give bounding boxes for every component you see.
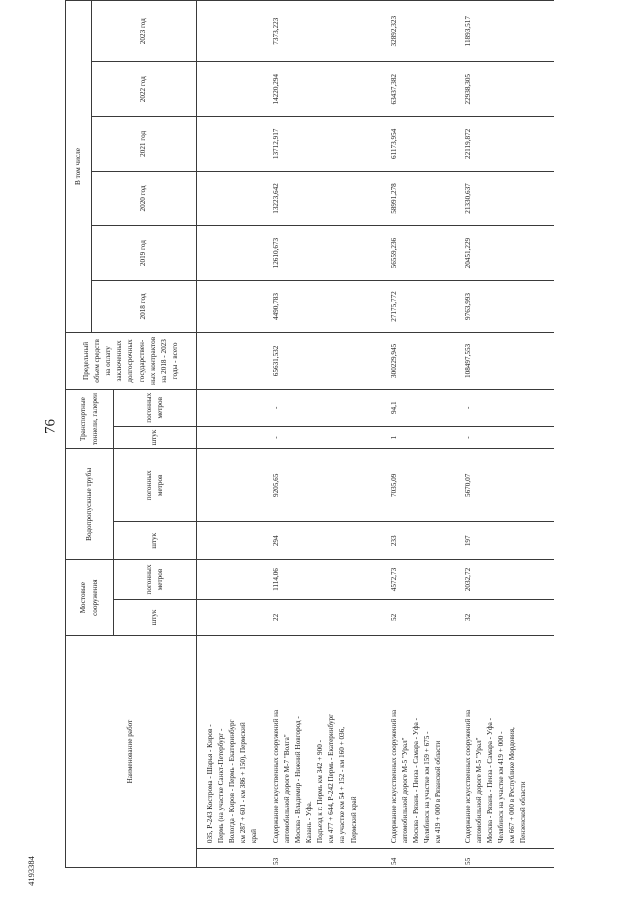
works-table [65, 0, 554, 868]
row-name: Содержание искусственных сооружений на автомобильной дороге М-5 "Урал" Москва - Рязань - Пенза - Самара - Уфа - Челябинск на участке км 159 + 675 - км 419 + 000 в Рязанской области [385, 636, 459, 849]
cell-2019: 20451,229 [459, 226, 554, 281]
cell-total: 108497,553 [459, 333, 554, 390]
row-name: Содержание искусственных сооружений на автомобильной дороге М-7 "Волга" Москва - Владимир - Нижний Новгород - Казань - Уфа. Подъезд к г. Пермь км 342 + 900 - км 477 + 644, Р-242 Пермь - Екатеринбург на участке км 54 + 152 - км 160 + 036, Пермский край [267, 636, 385, 849]
cell-bridges-m: 4572,73 [385, 560, 459, 599]
header-year: 2021 год [92, 117, 197, 172]
header-year: 2020 год [92, 171, 197, 226]
header-unit-lm: погонных метров [114, 449, 197, 522]
cell-2020: 58991,278 [385, 171, 459, 226]
cell-2018: 4490,783 [267, 280, 385, 332]
header-bridges: Мостовые сооружения [66, 560, 114, 636]
cell-bridges-m: 2032,72 [459, 560, 554, 599]
cell-2018: 27175,772 [385, 280, 459, 332]
header-year: 2022 год [92, 62, 197, 117]
header-year: 2023 год [92, 1, 197, 62]
table-header [66, 1, 197, 868]
cell-tunnels-m: 94,1 [385, 389, 459, 426]
cell-2023: 11893,517 [459, 1, 554, 62]
table-row [385, 1, 459, 868]
row-name: Содержание искусственных сооружений на автомобильной дороге М-5 "Урал" Москва - Рязань - Пенза - Самара - Уфа - Челябинск на участке км 419 + 000 - км 667 + 000 в Республике Мордовия, Пензенской области [459, 636, 554, 849]
header-year: 2019 год [92, 226, 197, 281]
cell-2019: 56559,236 [385, 226, 459, 281]
cell-bridges-pcs: 32 [459, 599, 554, 635]
cell-bridges-pcs: 22 [267, 599, 385, 635]
header-unit-lm: погонных метров [114, 389, 197, 426]
cell-2021: 13712,917 [267, 117, 385, 172]
cell-culverts-pcs: 233 [385, 522, 459, 560]
header-including: В том числе [66, 1, 92, 333]
document-id: 4193384 [26, 856, 36, 886]
cell-total: 65631,532 [267, 333, 385, 390]
header-culverts: Водопропускные трубы [66, 449, 114, 560]
row-number: 55 [459, 849, 554, 868]
cell-culverts-pcs: 197 [459, 522, 554, 560]
cell-total: 300229,945 [385, 333, 459, 390]
header-limit: Предельный объем средств на оплату заключенных долгосрочных государствен- ных контрактов на 2018 - 2023 годы - всего [66, 333, 197, 390]
cell-2021: 22119,872 [459, 117, 554, 172]
page-number: 76 [42, 419, 59, 434]
cell-2023: 7373,223 [267, 1, 385, 62]
cell-bridges-m: 1114,06 [267, 560, 385, 599]
cell-tunnels-m: - [459, 389, 554, 426]
cell-2018: 9763,993 [459, 280, 554, 332]
table-row [267, 1, 385, 868]
row-name: 035, Р-243 Кострома - Шарья - Киров - Пермь (на участке Санкт-Петербург - Вологда - Киров - Пермь - Екатеринбург км 287 + 601 - км 386 + 150), Пермский край [197, 636, 267, 849]
cell-culverts-m: 9205,65 [267, 449, 385, 522]
header-unit-pcs: штук [114, 599, 197, 635]
cell-culverts-m: 5670,07 [459, 449, 554, 522]
cell-tunnels-pcs: 1 [385, 426, 459, 449]
cell-2023: 32892,323 [385, 1, 459, 62]
header-year: 2018 год [92, 280, 197, 332]
cell-2022: 22938,305 [459, 62, 554, 117]
cell-2020: 21330,637 [459, 171, 554, 226]
header-name: Наименование работ [66, 636, 197, 868]
cell-tunnels-m: - [267, 389, 385, 426]
header-unit-lm: погонных метров [114, 560, 197, 599]
cell-tunnels-pcs: - [459, 426, 554, 449]
cell-tunnels-pcs: - [267, 426, 385, 449]
cell-culverts-m: 7035,09 [385, 449, 459, 522]
row-number: 53 [267, 849, 385, 868]
cell-culverts-pcs: 294 [267, 522, 385, 560]
row-number: 54 [385, 849, 459, 868]
header-unit-pcs: штук [114, 426, 197, 449]
cell-2021: 61173,954 [385, 117, 459, 172]
header-tunnels: Транспортные тоннели, галереи [66, 389, 114, 449]
cell-bridges-pcs: 52 [385, 599, 459, 635]
cell-2020: 13223,642 [267, 171, 385, 226]
table-row-continuation [197, 1, 267, 868]
table-row [459, 1, 554, 868]
header-unit-pcs: штук [114, 522, 197, 560]
cell-2022: 14220,294 [267, 62, 385, 117]
cell-2019: 12610,673 [267, 226, 385, 281]
cell-2022: 63437,382 [385, 62, 459, 117]
